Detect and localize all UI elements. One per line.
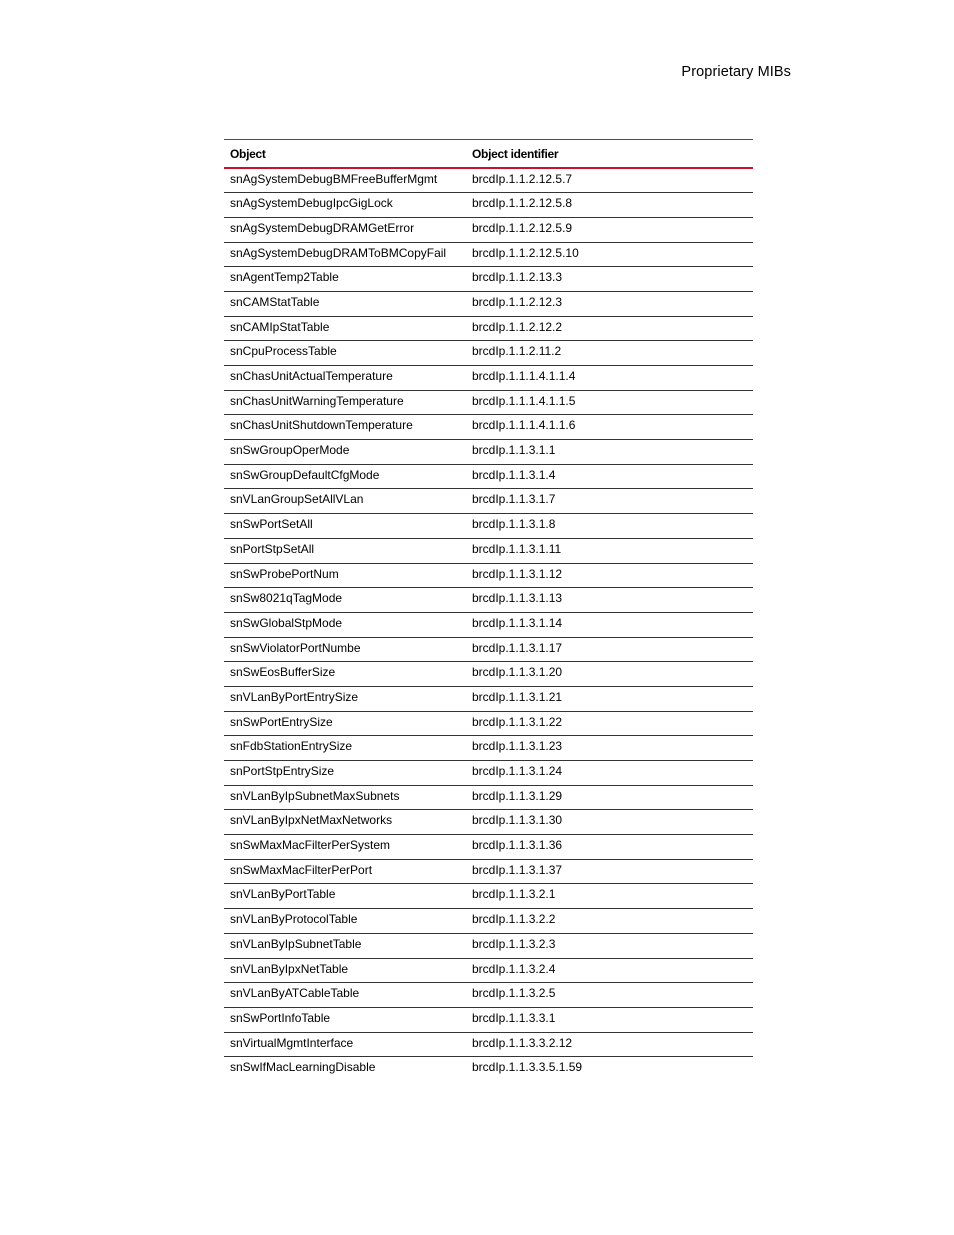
object-name-cell: snAgSystemDebugBMFreeBufferMgmt — [224, 168, 466, 193]
table-row — [224, 835, 753, 860]
object-name-cell: snChasUnitWarningTemperature — [224, 390, 466, 415]
table-row — [224, 193, 753, 218]
table-row — [224, 736, 753, 761]
object-name-cell: snSwViolatorPortNumbe — [224, 637, 466, 662]
table-row — [224, 662, 753, 687]
object-name-cell: snAgSystemDebugDRAMGetError — [224, 217, 466, 242]
object-name-cell: snAgSystemDebugIpcGigLock — [224, 193, 466, 218]
object-identifier-cell: brcdIp.1.1.3.3.1 — [466, 1007, 753, 1032]
object-identifier-cell: brcdIp.1.1.3.3.5.1.59 — [472, 1060, 583, 1075]
column-header-object: Object — [224, 140, 466, 169]
object-identifier-cell: brcdIp.1.1.3.1.30 — [466, 810, 753, 835]
object-name-cell: snChasUnitActualTemperature — [224, 366, 466, 391]
table-row — [224, 267, 753, 292]
object-name-cell: snSwGroupDefaultCfgMode — [224, 464, 466, 489]
object-name-cell: snVLanByPortEntrySize — [224, 686, 466, 711]
object-identifier-cell: brcdIp.1.1.3.1.13 — [466, 588, 753, 613]
table-row — [224, 810, 753, 835]
object-name-cell: snSwGlobalStpMode — [224, 612, 466, 637]
table-row — [224, 440, 753, 465]
table-row — [224, 1032, 753, 1057]
table-row — [224, 612, 753, 637]
object-identifier-cell: brcdIp.1.1.3.1.4 — [466, 464, 753, 489]
mib-object-table — [224, 139, 753, 1081]
table-row — [224, 538, 753, 563]
object-identifier-cell: brcdIp.1.1.3.1.8 — [466, 514, 753, 539]
object-identifier-cell: brcdIp.1.1.3.3.2.12 — [466, 1032, 753, 1057]
object-name-cell: snCpuProcessTable — [224, 341, 466, 366]
table-row — [224, 168, 753, 193]
object-name-cell: snVLanByATCableTable — [224, 983, 466, 1008]
object-name-cell: snVLanByIpxNetMaxNetworks — [224, 810, 466, 835]
object-identifier-cell: brcdIp.1.1.1.4.1.1.6 — [466, 415, 753, 440]
object-name-cell: snCAMStatTable — [224, 291, 466, 316]
object-name-cell: snSwProbePortNum — [224, 563, 466, 588]
object-name-cell: snVirtualMgmtInterface — [224, 1032, 466, 1057]
table-body — [224, 168, 753, 1081]
object-identifier-cell: brcdIp.1.1.2.13.3 — [466, 267, 753, 292]
object-identifier-cell: brcdIp.1.1.3.1.1 — [466, 440, 753, 465]
object-name-cell: snAgentTemp2Table — [224, 267, 466, 292]
object-name-cell: snPortStpSetAll — [224, 538, 466, 563]
object-identifier-cell: brcdIp.1.1.3.1.12 — [466, 563, 753, 588]
table-row — [224, 563, 753, 588]
object-identifier-cell: brcdIp.1.1.3.1.17 — [466, 637, 753, 662]
object-identifier-cell: brcdIp.1.1.3.2.2 — [466, 909, 753, 934]
table-row — [224, 514, 753, 539]
object-name-cell: snFdbStationEntrySize — [224, 736, 466, 761]
table-row — [224, 686, 753, 711]
object-identifier-cell: brcdIp.1.1.3.2.1 — [466, 884, 753, 909]
object-identifier-cell: brcdIp.1.1.3.1.14 — [466, 612, 753, 637]
object-name-cell: snVLanByProtocolTable — [224, 909, 466, 934]
object-identifier-cell: brcdIp.1.1.3.1.20 — [466, 662, 753, 687]
table-row — [224, 785, 753, 810]
table-row — [224, 415, 753, 440]
object-name-cell: snSwPortSetAll — [224, 514, 466, 539]
object-identifier-cell: brcdIp.1.1.3.1.21 — [466, 686, 753, 711]
object-name-cell: snAgSystemDebugDRAMToBMCopyFail — [224, 242, 466, 267]
table-header — [224, 140, 753, 169]
table-row — [224, 637, 753, 662]
table-row — [224, 366, 753, 391]
table-row — [224, 464, 753, 489]
object-name-cell: snSwGroupOperMode — [224, 440, 466, 465]
object-name-cell: snSwMaxMacFilterPerPort — [224, 859, 466, 884]
object-identifier-cell: brcdIp.1.1.2.12.5.7 — [466, 168, 753, 193]
object-identifier-cell: brcdIp.1.1.3.1.37 — [466, 859, 753, 884]
table-row — [224, 983, 753, 1008]
table-row — [224, 859, 753, 884]
object-identifier-cell: brcdIp.1.1.3.1.36 — [466, 835, 753, 860]
running-header-title: Proprietary MIBs — [681, 64, 791, 80]
table-row — [224, 909, 753, 934]
column-header-object-identifier: Object identifier — [466, 140, 753, 169]
object-identifier-cell: brcdIp.1.1.3.1.11 — [466, 538, 753, 563]
table-row — [224, 1057, 753, 1082]
object-identifier-cell: brcdIp.1.1.2.12.5.9 — [466, 217, 753, 242]
object-identifier-cell: brcdIp.1.1.3.1.23 — [466, 736, 753, 761]
table-row — [224, 242, 753, 267]
object-identifier-cell: brcdIp.1.1.2.12.5.8 — [466, 193, 753, 218]
object-identifier-cell: brcdIp.1.1.1.4.1.1.5 — [466, 390, 753, 415]
object-name-cell: snVLanByPortTable — [224, 884, 466, 909]
object-identifier-cell: brcdIp.1.1.3.2.4 — [466, 958, 753, 983]
object-identifier-cell: brcdIp.1.1.2.12.3 — [466, 291, 753, 316]
table-header-row — [224, 140, 753, 169]
table-row — [224, 711, 753, 736]
table-row — [224, 291, 753, 316]
object-name-cell: snSwEosBufferSize — [224, 662, 466, 687]
object-identifier-cell: brcdIp.1.1.2.12.5.10 — [466, 242, 753, 267]
object-name-cell: snVLanByIpSubnetTable — [224, 933, 466, 958]
table-row — [224, 884, 753, 909]
table-row — [224, 316, 753, 341]
object-name-cell: snVLanByIpxNetTable — [224, 958, 466, 983]
object-identifier-cell: brcdIp.1.1.3.1.22 — [466, 711, 753, 736]
object-identifier-cell: brcdIp.1.1.3.1.7 — [466, 489, 753, 514]
object-identifier-cell: brcdIp.1.1.3.1.29 — [466, 785, 753, 810]
object-name-cell: snSw8021qTagMode — [224, 588, 466, 613]
table-row — [224, 390, 753, 415]
table-row — [224, 1007, 753, 1032]
table-row — [224, 933, 753, 958]
object-name-cell: snChasUnitShutdownTemperature — [224, 415, 466, 440]
object-identifier-cell: brcdIp.1.1.2.11.2 — [466, 341, 753, 366]
table-row — [224, 761, 753, 786]
object-name-cell: snPortStpEntrySize — [224, 761, 466, 786]
object-identifier-cell: brcdIp.1.1.3.2.3 — [466, 933, 753, 958]
table-row — [224, 588, 753, 613]
table-row — [224, 217, 753, 242]
object-name-cell: snSwIfMacLearningDisable — [230, 1060, 376, 1075]
object-name-cell: snCAMIpStatTable — [224, 316, 466, 341]
object-identifier-cell: brcdIp.1.1.1.4.1.1.4 — [466, 366, 753, 391]
object-identifier-cell: brcdIp.1.1.3.2.5 — [466, 983, 753, 1008]
object-name-cell: snSwPortInfoTable — [224, 1007, 466, 1032]
object-identifier-cell: brcdIp.1.1.2.12.2 — [466, 316, 753, 341]
object-identifier-cell: brcdIp.1.1.3.1.24 — [466, 761, 753, 786]
table-row — [224, 958, 753, 983]
table-row — [224, 341, 753, 366]
object-name-cell: snVLanGroupSetAllVLan — [224, 489, 466, 514]
table-row — [224, 489, 753, 514]
object-name-cell: snSwMaxMacFilterPerSystem — [224, 835, 466, 860]
object-name-cell: snSwPortEntrySize — [224, 711, 466, 736]
object-name-cell: snVLanByIpSubnetMaxSubnets — [224, 785, 466, 810]
